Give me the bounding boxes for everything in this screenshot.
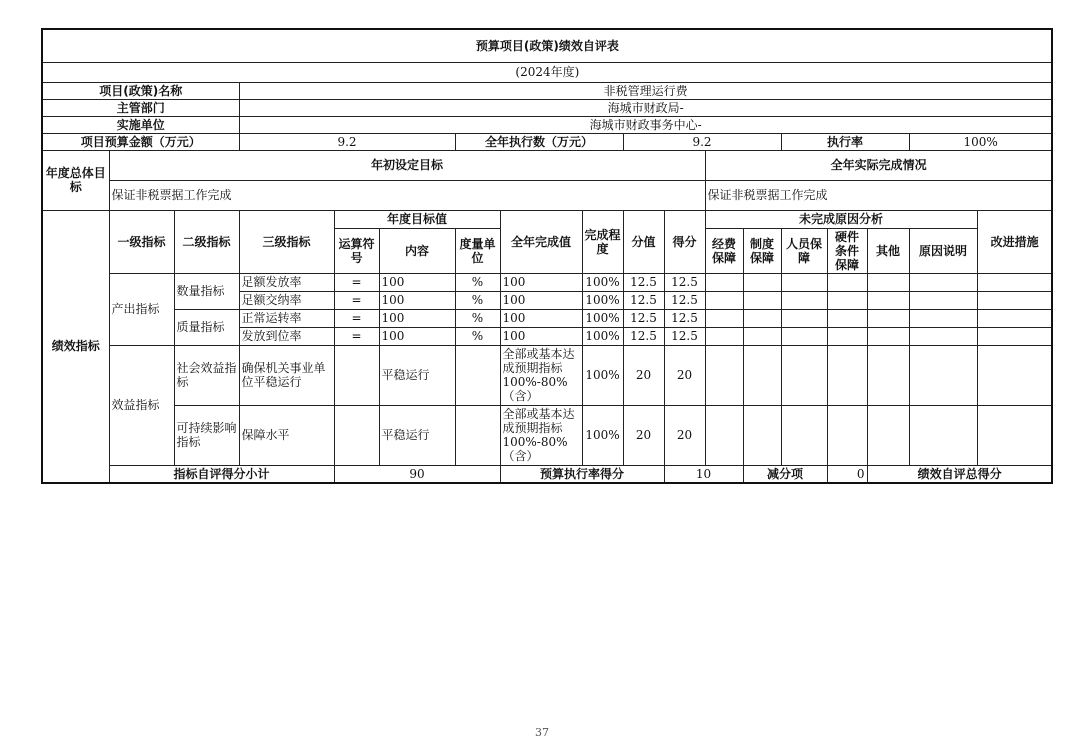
- content-cell: 100: [379, 327, 455, 345]
- table-row: [42, 345, 1052, 405]
- header-r-funding: 经费保障: [705, 228, 743, 273]
- quality-label: 质量指标: [174, 309, 239, 345]
- total-label: 绩效自评总得分: [867, 465, 1052, 483]
- actual-goal-text: 保证非税票据工作完成: [705, 180, 1052, 210]
- year-label: (2024年度): [42, 62, 1052, 82]
- level3-cell: 保障水平: [239, 405, 334, 465]
- goals-label: 年度总体目标: [42, 150, 109, 210]
- rate-label: 执行率: [781, 133, 909, 150]
- output-level1: 产出指标: [109, 273, 174, 345]
- op-cell: =: [334, 273, 379, 291]
- score-cell: 20: [664, 345, 705, 405]
- header-level3: 三级指标: [239, 210, 334, 273]
- value-cell: 12.5: [623, 309, 664, 327]
- header-level2: 二级指标: [174, 210, 239, 273]
- performance-table: [41, 28, 1053, 484]
- header-completion: 完成程度: [582, 210, 623, 273]
- perf-label: 绩效指标: [42, 210, 109, 483]
- score-cell: 12.5: [664, 291, 705, 309]
- header-improvement: 改进措施: [977, 210, 1052, 273]
- level3-cell: 发放到位率: [239, 327, 334, 345]
- actual-cell: 100: [500, 327, 582, 345]
- content-cell: 100: [379, 291, 455, 309]
- completion-cell: 100%: [582, 405, 623, 465]
- dept-label: 主管部门: [42, 99, 239, 116]
- project-name-label: 项目(政策)名称: [42, 82, 239, 99]
- level2-cell: 社会效益指标: [174, 345, 239, 405]
- completion-cell: 100%: [582, 327, 623, 345]
- table-title: 预算项目(政策)绩效自评表: [42, 29, 1052, 62]
- budget-score-value: 10: [664, 465, 743, 483]
- op-cell: =: [334, 309, 379, 327]
- unit-cell: %: [455, 309, 500, 327]
- unit-cell: %: [455, 273, 500, 291]
- budget-label: 项目预算金额（万元）: [42, 133, 239, 150]
- actual-cell: 100: [500, 273, 582, 291]
- deduct-label: 减分项: [743, 465, 827, 483]
- header-r-hardware: 硬件条件保障: [827, 228, 867, 273]
- level3-cell: 足额交纳率: [239, 291, 334, 309]
- actual-cell: 100: [500, 291, 582, 309]
- budget-value: 9.2: [239, 133, 455, 150]
- value-cell: 12.5: [623, 273, 664, 291]
- benefit-level1: 效益指标: [109, 345, 174, 465]
- completion-cell: 100%: [582, 291, 623, 309]
- actual-goal-header: 全年实际完成情况: [705, 150, 1052, 180]
- header-r-system: 制度保障: [743, 228, 781, 273]
- table-row: [42, 273, 1052, 291]
- value-cell: 12.5: [623, 327, 664, 345]
- header-operator: 运算符号: [334, 228, 379, 273]
- actual-cell: 全部或基本达成预期指标100%-80%（含）: [500, 345, 582, 405]
- op-cell: =: [334, 291, 379, 309]
- exec-label: 全年执行数（万元）: [455, 133, 623, 150]
- actual-cell: 100: [500, 309, 582, 327]
- budget-score-label: 预算执行率得分: [500, 465, 664, 483]
- subtotal-value: 90: [334, 465, 500, 483]
- qty-label: 数量指标: [174, 273, 239, 309]
- dept-value: 海城市财政局-: [239, 99, 1052, 116]
- subtotal-label: 指标自评得分小计: [109, 465, 334, 483]
- header-r-explain: 原因说明: [909, 228, 977, 273]
- content-cell: 平稳运行: [379, 405, 455, 465]
- level3-cell: 确保机关事业单位平稳运行: [239, 345, 334, 405]
- value-cell: 12.5: [623, 291, 664, 309]
- header-reasons-group: 未完成原因分析: [705, 210, 977, 228]
- unit-value: 海城市财政事务中心-: [239, 116, 1052, 133]
- header-r-other: 其他: [867, 228, 909, 273]
- score-cell: 12.5: [664, 327, 705, 345]
- header-target-group: 年度目标值: [334, 210, 500, 228]
- score-cell: 12.5: [664, 273, 705, 291]
- content-cell: 平稳运行: [379, 345, 455, 405]
- score-cell: 20: [664, 405, 705, 465]
- initial-goal-text: 保证非税票据工作完成: [109, 180, 705, 210]
- initial-goal-header: 年初设定目标: [109, 150, 705, 180]
- actual-cell: 全部或基本达成预期指标100%-80%（含）: [500, 405, 582, 465]
- unit-cell: %: [455, 327, 500, 345]
- header-actual-value: 全年完成值: [500, 210, 582, 273]
- unit-label: 实施单位: [42, 116, 239, 133]
- level3-cell: 足额发放率: [239, 273, 334, 291]
- header-level1: 一级指标: [109, 210, 174, 273]
- completion-cell: 100%: [582, 273, 623, 291]
- header-r-staff: 人员保障: [781, 228, 827, 273]
- completion-cell: 100%: [582, 309, 623, 327]
- completion-cell: 100%: [582, 345, 623, 405]
- header-unit: 度量单位: [455, 228, 500, 273]
- value-cell: 20: [623, 345, 664, 405]
- header-content: 内容: [379, 228, 455, 273]
- project-name: 非税管理运行费: [239, 82, 1052, 99]
- level2-cell: 可持续影响指标: [174, 405, 239, 465]
- value-cell: 20: [623, 405, 664, 465]
- rate-value: 100%: [909, 133, 1052, 150]
- page-number: 37: [535, 726, 549, 739]
- content-cell: 100: [379, 273, 455, 291]
- level3-cell: 正常运转率: [239, 309, 334, 327]
- content-cell: 100: [379, 309, 455, 327]
- header-score-value: 分值: [623, 210, 664, 273]
- unit-cell: %: [455, 291, 500, 309]
- performance-sheet: [41, 28, 1051, 484]
- op-cell: =: [334, 327, 379, 345]
- exec-value: 9.2: [623, 133, 781, 150]
- table-row: [42, 309, 1052, 327]
- header-score: 得分: [664, 210, 705, 273]
- deduct-value: 0: [827, 465, 867, 483]
- table-row: [42, 405, 1052, 465]
- score-cell: 12.5: [664, 309, 705, 327]
